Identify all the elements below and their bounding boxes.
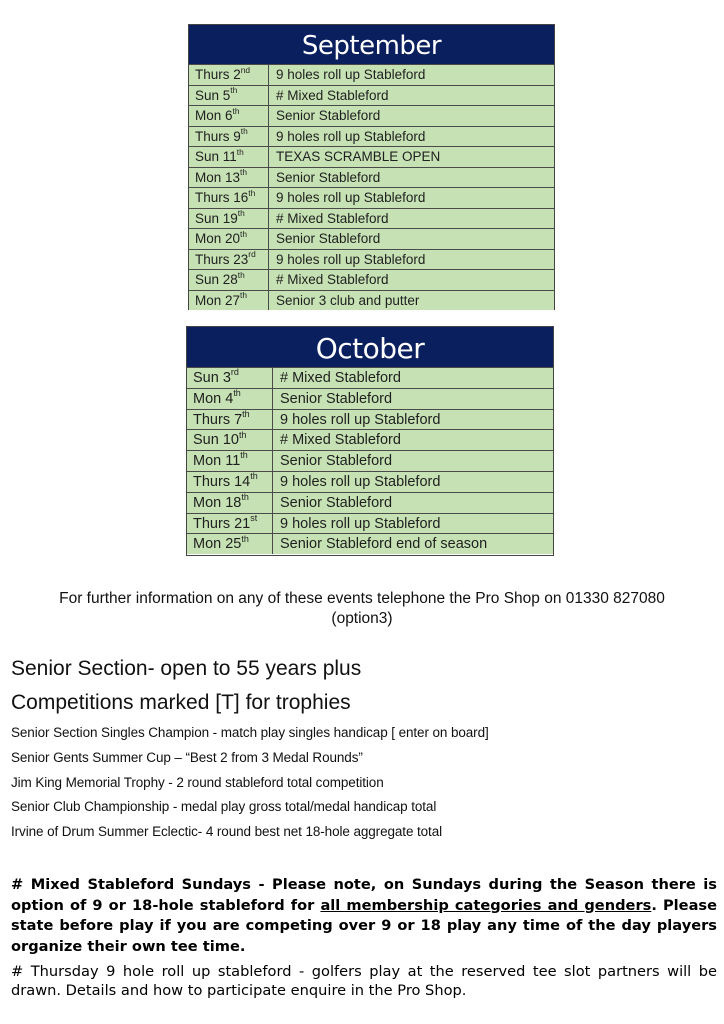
ordinal-suffix: th	[233, 387, 241, 398]
ordinal-suffix: st	[250, 512, 258, 523]
event-name: # Mixed Stableford	[280, 370, 401, 386]
event-day: Thurs 14	[193, 473, 251, 490]
event-day: Mon 20	[195, 231, 241, 246]
event-row	[189, 105, 554, 126]
event-date	[189, 209, 269, 229]
event-row	[187, 409, 553, 430]
event-name: # Mixed Stableford	[280, 432, 401, 449]
thursday-rollup-note: # Thursday 9 hole roll up stableford - golfers play at the reserved tee slot partners will be drawn. Details and how to participate enquire in the Pro Shop.	[11, 963, 717, 999]
event-day: Sun 3	[193, 370, 231, 386]
ordinal-suffix: th	[250, 471, 258, 482]
event-row	[189, 146, 554, 167]
ordinal-suffix: th	[241, 533, 249, 544]
event-date	[187, 410, 273, 430]
event-name: 9 holes roll up Stableford	[276, 67, 426, 82]
event-day: Mon 18	[193, 494, 242, 511]
event-day: Thurs 23	[195, 251, 249, 267]
event-date	[187, 389, 273, 409]
ordinal-suffix: rd	[230, 367, 239, 378]
ordinal-suffix: th	[242, 408, 250, 419]
event-row	[187, 513, 553, 534]
event-day: Thurs 21	[193, 515, 251, 532]
event-name: # Mixed Stableford	[276, 87, 389, 103]
event-date	[187, 368, 273, 388]
event-row	[187, 450, 553, 471]
october-rows	[187, 367, 553, 554]
ordinal-suffix: th	[230, 85, 238, 95]
event-day: Thurs 9	[195, 128, 241, 144]
event-name: TEXAS SCRAMBLE OPEN	[276, 149, 441, 164]
event-name: Senior 3 club and putter	[276, 292, 420, 308]
event-day: Mon 4	[193, 390, 234, 407]
event-day: Mon 27	[195, 292, 241, 308]
event-day: Sun 19	[195, 210, 238, 226]
october-title: October	[187, 327, 553, 367]
event-row	[189, 167, 554, 188]
event-name: Senior Stableford	[280, 453, 393, 470]
event-name: 9 holes roll up Stableford	[280, 515, 441, 532]
trophies-heading: Competitions marked [T] for trophies	[11, 691, 351, 714]
event-row	[187, 429, 553, 450]
ordinal-suffix: th	[240, 290, 248, 300]
event-day: Mon 25	[193, 536, 242, 553]
event-date	[189, 229, 269, 249]
contact-info	[20, 589, 704, 629]
event-name: # Mixed Stableford	[276, 210, 389, 226]
competition-item: Senior Gents Summer Cup – “Best 2 from 3 Medal Rounds”	[11, 750, 363, 765]
ordinal-suffix: th	[232, 105, 240, 116]
competition-item: Senior Section Singles Champion - match play singles handicap [ enter on board]	[11, 725, 489, 740]
event-date	[187, 472, 273, 492]
event-row	[189, 290, 554, 311]
event-name: Senior Stableford	[276, 169, 381, 185]
event-row	[189, 126, 554, 147]
event-day: Sun 28	[195, 272, 238, 287]
event-name: 9 holes roll up Stableford	[280, 411, 441, 428]
mixed-stableford-note	[11, 875, 717, 957]
event-name: Senior Stableford	[280, 390, 393, 407]
event-date	[189, 291, 269, 311]
mixed-note-text-end: . Please state before play if you are competing over 9 or 18 play any time of the day players organize their own tee time.	[11, 896, 717, 955]
event-date	[189, 188, 269, 208]
event-day: Mon 13	[195, 169, 241, 185]
event-name: 9 holes roll up Stableford	[276, 128, 426, 144]
mixed-note-underlined: all membership categories and genders	[320, 896, 652, 914]
event-row	[187, 533, 553, 554]
event-date	[187, 493, 273, 513]
event-name: Senior Stableford end of season	[280, 536, 488, 553]
event-row	[189, 249, 554, 270]
ordinal-suffix: th	[237, 269, 245, 280]
ordinal-suffix: th	[236, 146, 244, 157]
event-date	[189, 147, 269, 167]
september-rows	[189, 64, 554, 310]
event-date	[189, 106, 269, 126]
event-date	[187, 534, 273, 554]
event-date	[189, 65, 269, 85]
event-date	[187, 430, 273, 450]
senior-section-heading: Senior Section- open to 55 years plus	[11, 657, 362, 680]
ordinal-suffix: th	[241, 491, 249, 502]
ordinal-suffix: th	[237, 208, 245, 218]
event-day: Mon 6	[195, 108, 233, 123]
ordinal-suffix: th	[248, 187, 256, 198]
event-day: Thurs 16	[195, 190, 249, 205]
event-row	[189, 187, 554, 208]
event-day: Mon 11	[193, 453, 241, 470]
event-row	[189, 269, 554, 290]
event-day: Sun 10	[193, 432, 239, 449]
ordinal-suffix: th	[240, 228, 248, 239]
event-row	[189, 85, 554, 106]
event-date	[189, 250, 269, 270]
event-name: Senior Stableford	[276, 231, 381, 246]
event-date	[187, 514, 273, 534]
competition-item: Jim King Memorial Trophy - 2 round stableford total competition	[11, 775, 384, 790]
event-row	[187, 471, 553, 492]
event-day: Sun 5	[195, 87, 231, 103]
mixed-note-text: # Mixed Stableford Sundays - Please note, on Sundays during the Season there is option of 9 or 18-hole stableford for	[11, 876, 717, 914]
event-row	[189, 208, 554, 229]
event-row	[187, 492, 553, 513]
event-name: # Mixed Stableford	[276, 272, 389, 287]
october-table	[186, 326, 554, 556]
event-date	[189, 168, 269, 188]
ordinal-suffix: th	[240, 450, 248, 461]
september-title: September	[189, 25, 554, 64]
september-table	[188, 24, 555, 310]
event-name: Senior Stableford	[276, 108, 381, 123]
ordinal-suffix: th	[240, 126, 248, 136]
event-date	[187, 451, 273, 471]
event-row	[189, 228, 554, 249]
event-date	[189, 270, 269, 290]
event-row	[189, 64, 554, 85]
event-name: 9 holes roll up Stableford	[280, 473, 441, 490]
ordinal-suffix: nd	[240, 64, 251, 75]
competition-item: Irvine of Drum Summer Eclectic- 4 round best net 18-hole aggregate total	[11, 824, 443, 839]
ordinal-suffix: th	[240, 167, 248, 177]
event-name: Senior Stableford	[280, 494, 393, 511]
event-date	[189, 86, 269, 106]
event-date	[189, 127, 269, 147]
event-row	[187, 367, 553, 388]
event-name: 9 holes roll up Stableford	[276, 190, 426, 205]
event-row	[187, 388, 553, 409]
event-day: Thurs 7	[193, 411, 243, 428]
ordinal-suffix: th	[238, 429, 247, 440]
contact-info-line: For further information on any of these events telephone the Pro Shop on 01330 827080	[59, 590, 665, 607]
event-day: Thurs 2	[195, 67, 241, 82]
event-day: Sun 11	[195, 149, 237, 164]
contact-info-option: (option3)	[331, 610, 393, 627]
ordinal-suffix: rd	[248, 249, 256, 259]
competition-item: Senior Club Championship - medal play gross total/medal handicap total	[11, 799, 437, 814]
event-name: 9 holes roll up Stableford	[276, 251, 426, 267]
